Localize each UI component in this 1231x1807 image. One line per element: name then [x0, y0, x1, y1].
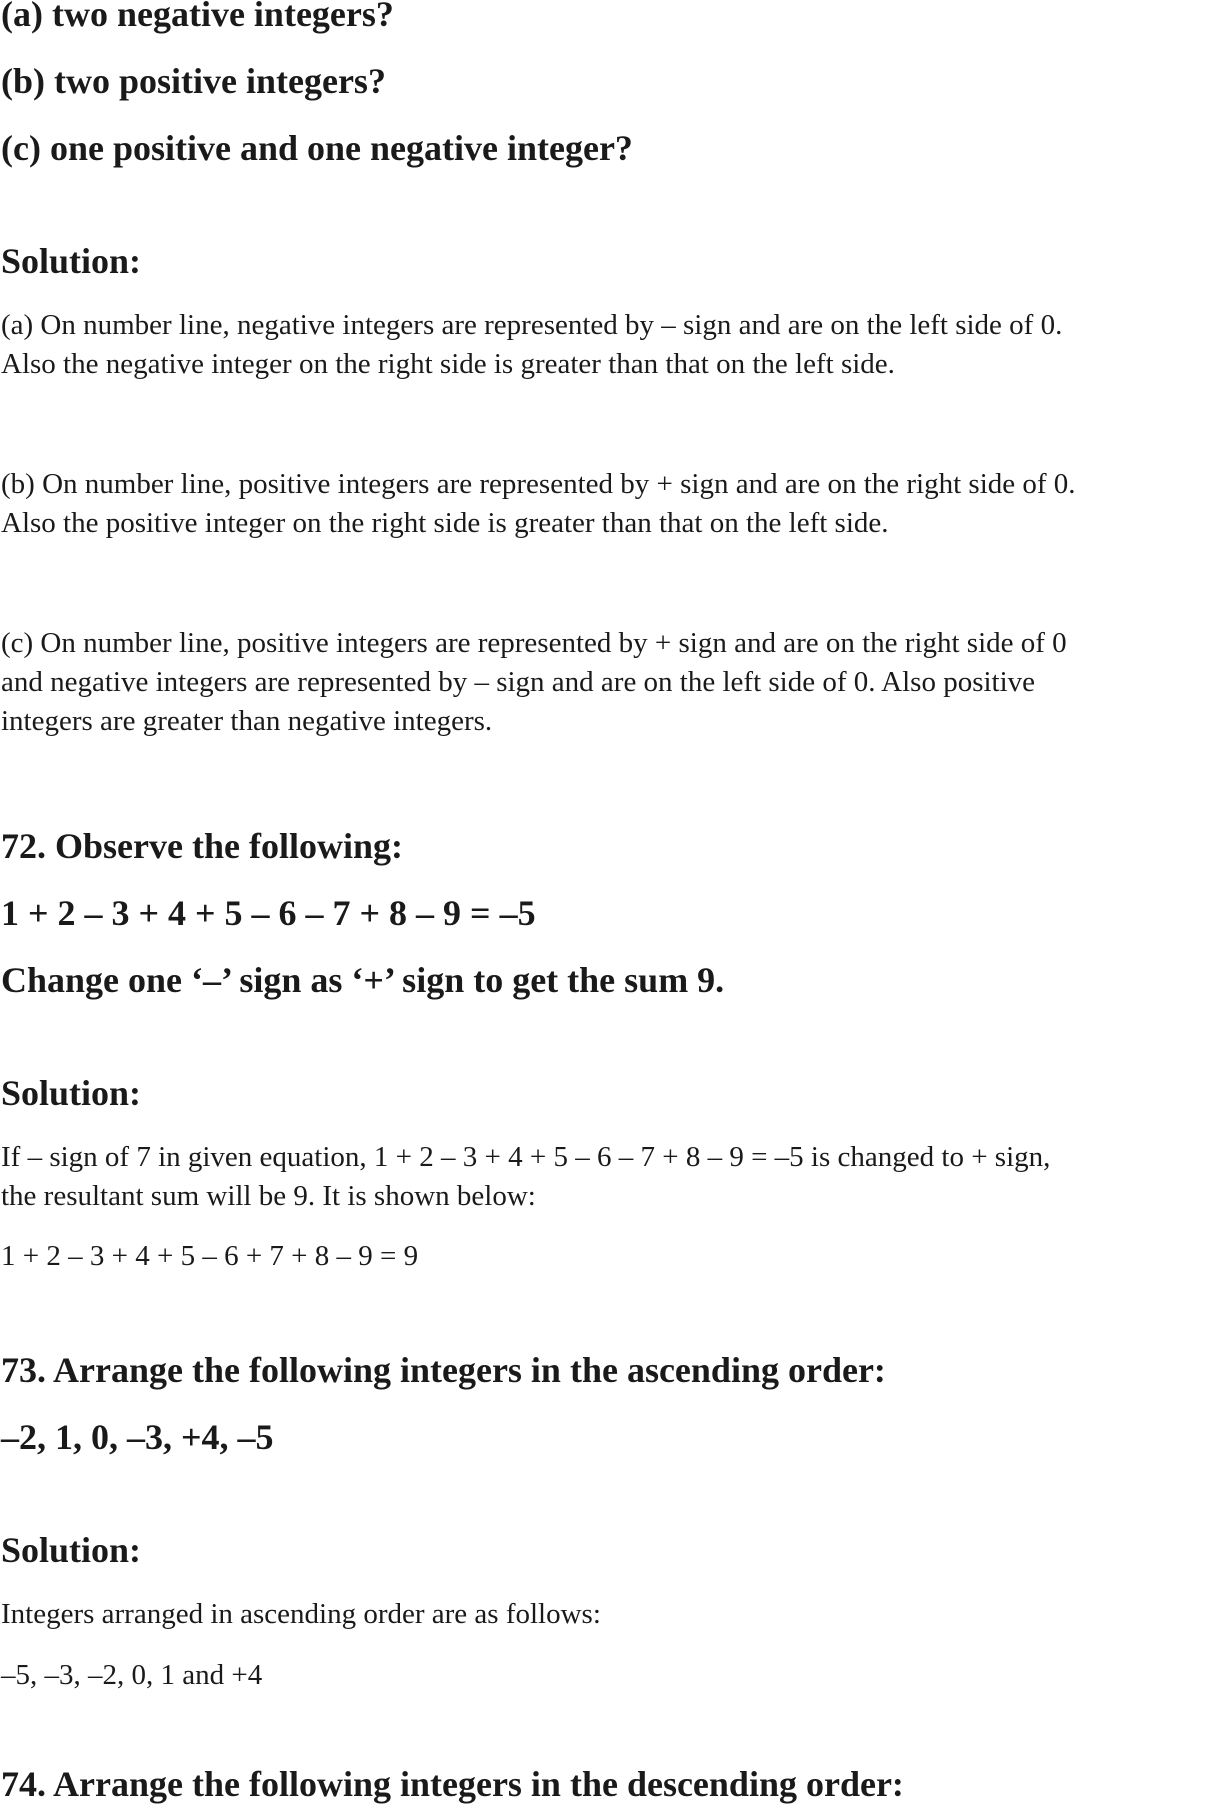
solution-73-heading: Solution: — [1, 1530, 142, 1570]
solution-73-line-1: Integers arranged in ascending order are as follows: — [1, 1598, 601, 1630]
question-72-task: Change one ‘–’ sign as ‘+’ sign to get the sum 9. — [1, 960, 725, 1000]
solution-c-line-1: (c) On number line, positive integers are represented by + sign and are on the right side of 0 — [1, 627, 1067, 659]
solution-b-line-2: Also the positive integer on the right side is greater than that on the left side. — [1, 507, 889, 539]
solution-72-line-2: the resultant sum will be 9. It is shown below: — [1, 1180, 536, 1212]
solution-73-line-2: –5, –3, –2, 0, 1 and +4 — [1, 1659, 263, 1691]
solution-a-line-1: (a) On number line, negative integers are represented by – sign and are on the left side of 0. — [1, 309, 1063, 341]
question-73-title: 73. Arrange the following integers in the ascending order: — [1, 1350, 886, 1390]
solution-72-line-1: If – sign of 7 in given equation, 1 + 2 – 3 + 4 + 5 – 6 – 7 + 8 – 9 = –5 is changed to + sign, — [1, 1141, 1051, 1173]
question-73-values: –2, 1, 0, –3, +4, –5 — [1, 1417, 274, 1457]
solution-72-heading: Solution: — [1, 1073, 142, 1113]
solution-a-line-2: Also the negative integer on the right side is greater than that on the left side. — [1, 348, 895, 380]
question-72-title: 72. Observe the following: — [1, 826, 403, 866]
solution-b-line-1: (b) On number line, positive integers are represented by + sign and are on the right side of 0. — [1, 468, 1076, 500]
solution-paragraph-a — [1, 306, 1231, 384]
solution-paragraph-c — [1, 624, 1231, 741]
solution-c-line-3: integers are greater than negative integers. — [1, 705, 493, 737]
question-part-c: (c) one positive and one negative integer? — [1, 128, 633, 168]
solution-72-paragraph — [1, 1138, 1231, 1216]
question-72-equation: 1 + 2 – 3 + 4 + 5 – 6 – 7 + 8 – 9 = –5 — [1, 893, 536, 933]
solution-heading: Solution: — [1, 241, 142, 281]
solution-c-line-2: and negative integers are represented by – sign and are on the left side of 0. Also positive — [1, 666, 1036, 698]
solution-paragraph-b — [1, 465, 1231, 543]
question-part-b: (b) two positive integers? — [1, 61, 386, 101]
solution-72-result: 1 + 2 – 3 + 4 + 5 – 6 + 7 + 8 – 9 = 9 — [1, 1240, 419, 1272]
question-74-title: 74. Arrange the following integers in the descending order: — [1, 1764, 904, 1804]
question-part-a: (a) two negative integers? — [1, 0, 394, 34]
